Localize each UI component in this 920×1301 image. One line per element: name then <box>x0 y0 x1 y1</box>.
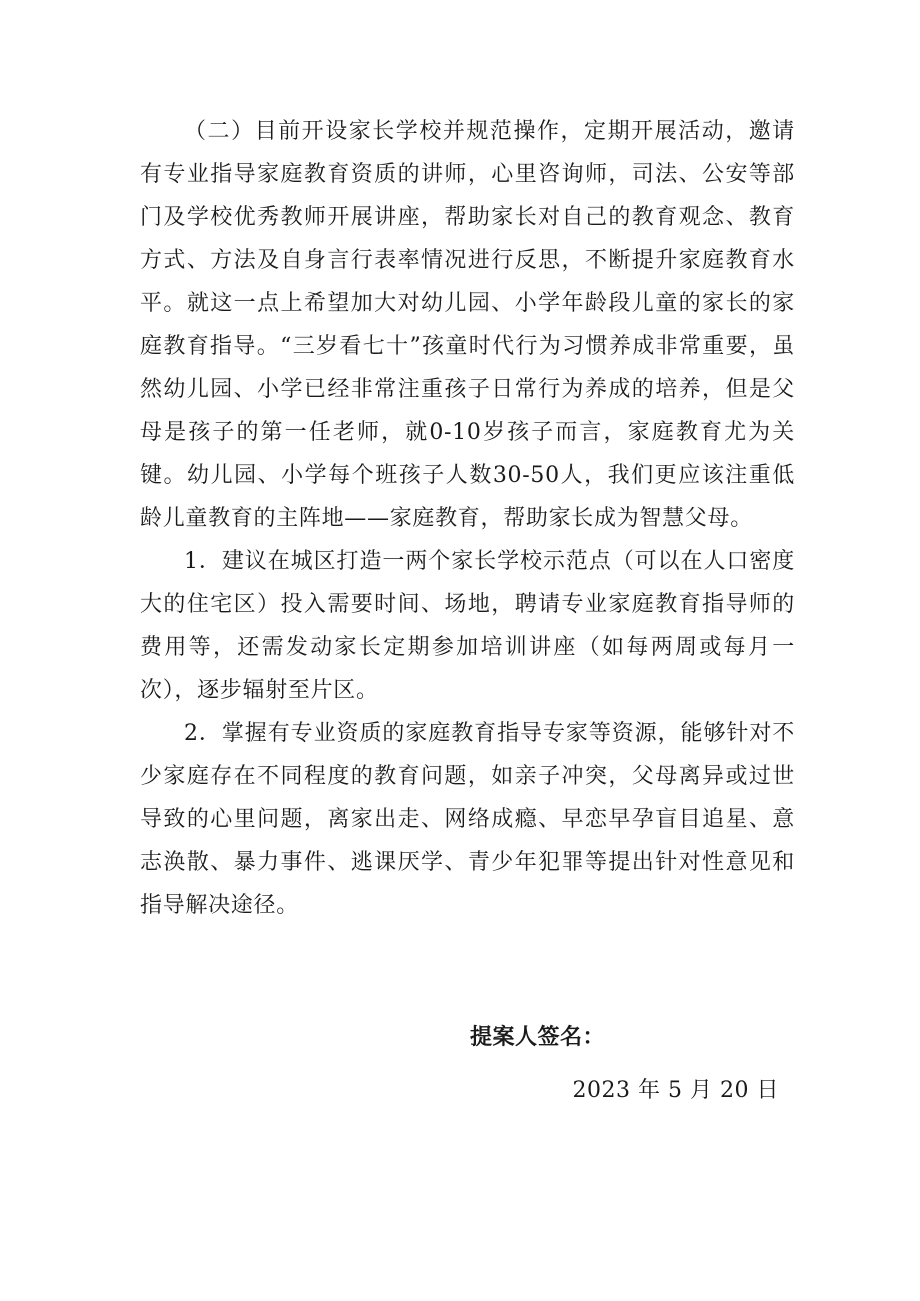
document-body <box>140 110 795 927</box>
paragraph-suggestion-2: 2．掌握有专业资质的家庭教育指导专家等资源，能够针对不少家庭存在不同程度的教育问题，如亲子冲突，父母离异或过世导致的心里问题，离家出走、网络成瘾、早恋早孕盲目追星、意志涣散、暴力事件、逃课厌学、青少年犯罪等提出针对性意见和指导解决途径。 <box>140 721 795 918</box>
paragraph-intro: （二）目前开设家长学校并规范操作，定期开展活动，邀请有专业指导家庭教育资质的讲师，心里咨询师，司法、公安等部门及学校优秀教师开展讲座，帮助家长对自己的教育观念、教育方式、方法及自身言行表率情况进行反思，不断提升家庭教育水平。就这一点上希望加大对幼儿园、小学年龄段儿童的家长的家庭教育指导。“三岁看七十”孩童时代行为习惯养成非常重要，虽然幼儿园、小学已经非常注重孩子日常行为养成的培养，但是父母是孩子的第一任老师，就0-10岁孩子而言，家庭教育尤为关键。幼儿园、小学每个班孩子人数30-50人，我们更应该注重低龄儿童教育的主阵地——家庭教育，帮助家长成为智慧父母。 <box>140 119 795 531</box>
paragraph-suggestion-1: 1．建议在城区打造一两个家长学校示范点（可以在人口密度大的住宅区）投入需要时间、场地，聘请专业家庭教育指导师的费用等，还需发动家长定期参加培训讲座（如每两周或每月一次），逐步辐射至片区。 <box>140 549 795 703</box>
signature-label: 提案人签名： <box>470 1025 606 1050</box>
document-date: 2023 年 5 月 20 日 <box>572 1078 779 1103</box>
